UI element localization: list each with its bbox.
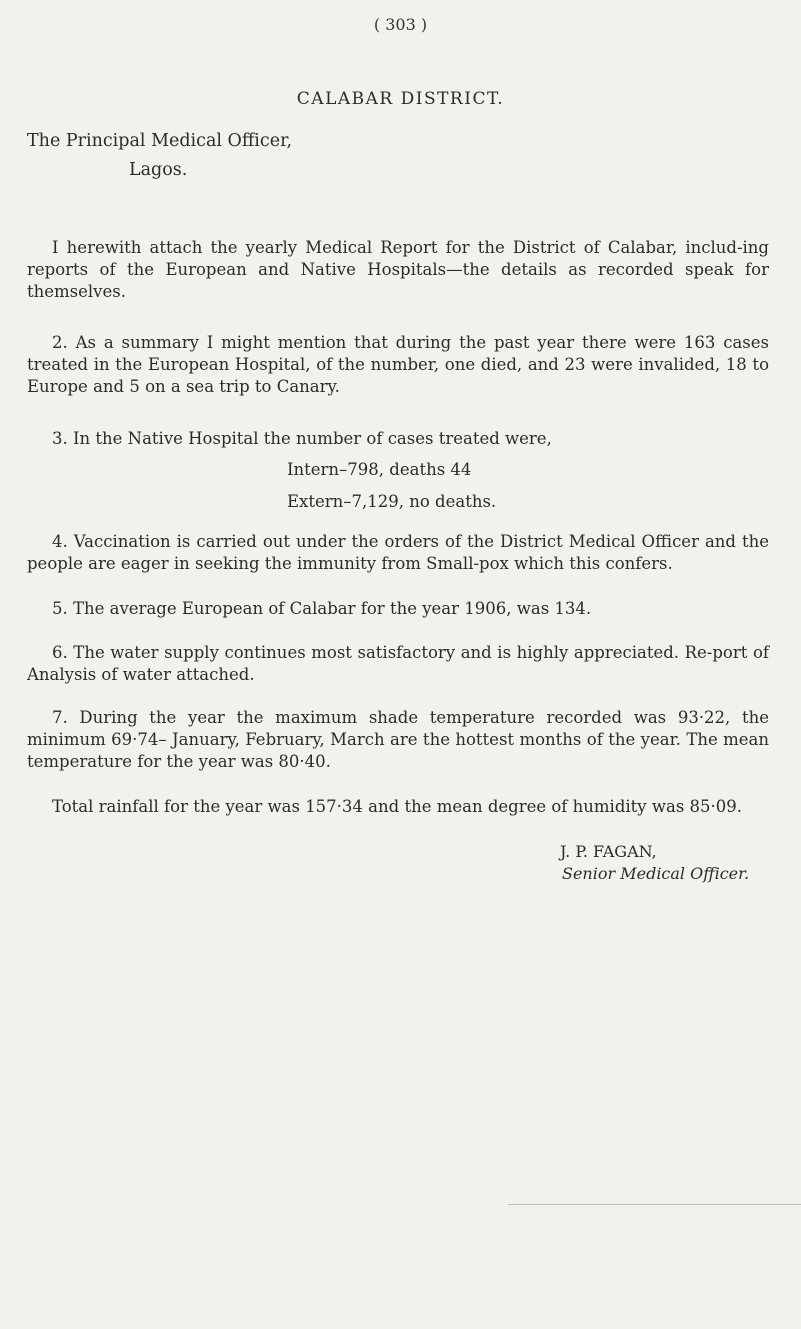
- paragraph-6: 6. The water supply continues most satisfactory and is highly appreciated. Re-port of Analysis of water attached.: [27, 643, 769, 684]
- paragraph-8: Total rainfall for the year was 157·34 and the mean degree of humidity was 85·09.: [52, 797, 743, 816]
- addressee-line-1: The Principal Medical Officer,: [27, 131, 293, 151]
- paragraph-intro: I herewith attach the yearly Medical Report for the District of Calabar, includ-ing reports of the European and Native Hospitals—the details as recorded speak for themselves.: [27, 238, 769, 301]
- intern-stat: Intern–798, deaths 44: [287, 460, 472, 479]
- paragraph-2: 2. As a summary I might mention that during the past year there were 163 cases treated in the European Hospital, of the number, one died, and 23 were invalided, 18 to Europe and 5 on a sea trip to Canary.: [27, 333, 769, 396]
- signature-name: J. P. FAGAN,: [560, 842, 657, 861]
- addressee-line-2: Lagos.: [129, 160, 188, 180]
- signature-role: Senior Medical Officer.: [562, 864, 750, 883]
- faint-rule: [508, 1204, 801, 1205]
- extern-stat: Extern–7,129, no deaths.: [287, 492, 497, 511]
- paragraph-4: 4. Vaccination is carried out under the orders of the District Medical Officer and the people are eager in seeking the immunity from Small-pox which this confers.: [27, 532, 769, 573]
- page-title: CALABAR DISTRICT.: [296, 89, 505, 109]
- paragraph-5: 5. The average European of Calabar for the year 1906, was 134.: [52, 599, 592, 618]
- addressee: [27, 127, 292, 185]
- paragraph-7: 7. During the year the maximum shade temperature recorded was 93·22, the minimum 69·74– January, February, March are the hottest months of the year. The mean temperature for the year was 80·40.: [27, 708, 769, 771]
- paragraph-3: 3. In the Native Hospital the number of cases treated were,: [52, 429, 552, 448]
- page-number: ( 303 ): [373, 15, 428, 34]
